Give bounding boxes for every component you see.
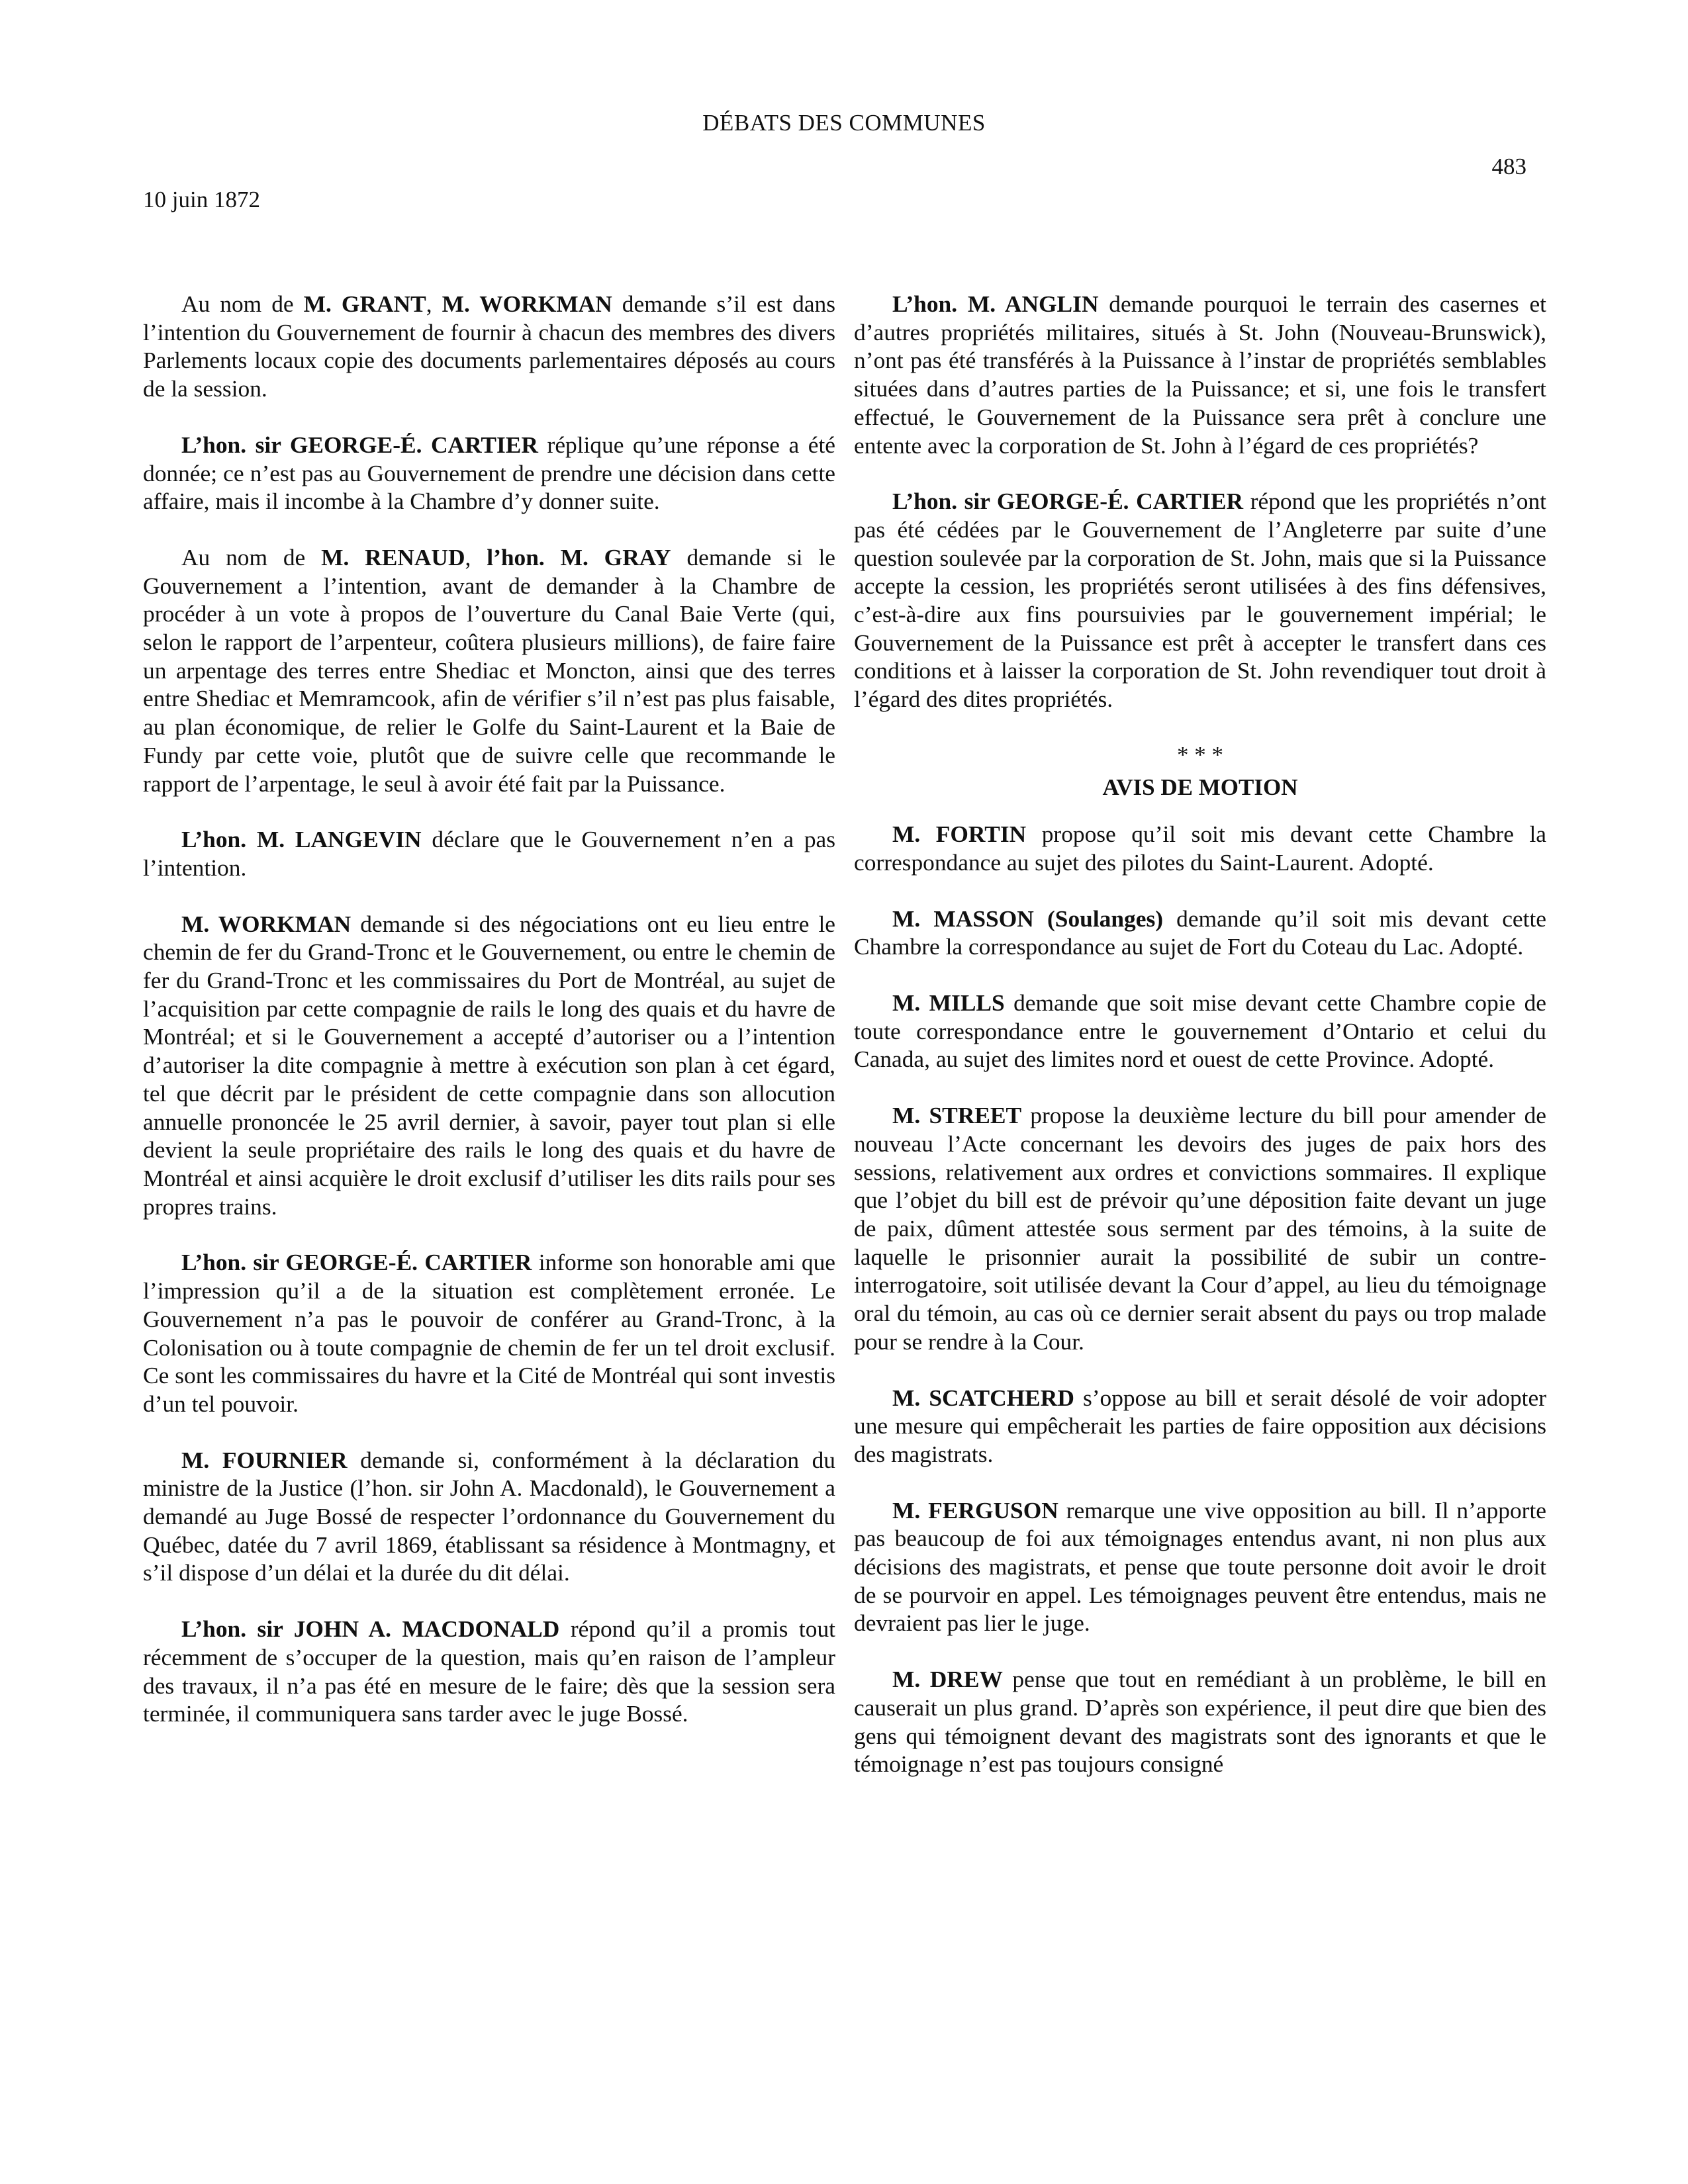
paragraph-text: déclare que le Gouvernement n’en a pas l’intention. (143, 826, 835, 881)
speaker-name: L’hon. M. LANGEVIN (181, 826, 422, 853)
paragraph-text: demande si le Gouvernement a l’intention, avant de demander à la Chambre de procéder à un vote à propos de l’ouverture du Canal Baie Verte (qui, selon le rapport de l’arpenteur, coûtera plusieurs millions), de faire faire un arpentage des terres entre Shediac et Moncton, ainsi que des terres entre Shediac et Memramcook, afin de vérifier s’il n’est pas plus faisable, au plan économique, de relier le Golfe du Saint-Laurent et la Baie de Fundy par cette voie, plutôt que de suivre celle que recommande le rapport de l’arpentage, le seul à avoir été fait par la Puissance. (143, 543, 835, 797)
right-column-bottom (854, 820, 1546, 1778)
speaker-name: M. GRANT (303, 291, 426, 317)
paragraph-text: demande que soit mise devant cette Chambre copie de toute correspondance entre le gouvernement d’Ontario et celui du Canada, au sujet des limites nord et ouest de cette Province. Adopté. (854, 989, 1546, 1073)
speaker-name: M. FOURNIER (181, 1446, 348, 1473)
paragraph-text: réplique qu’une réponse a été donnée; ce n’est pas au Gouvernement de prendre une décision dans cette affaire, mais il incombe à la Chambre d’y donner suite. (143, 431, 836, 515)
paragraph (854, 1101, 1546, 1355)
paragraph-text: , (465, 543, 487, 570)
speaker-name: M. MILLS (892, 989, 1005, 1017)
paragraph-text: demande qu’il soit mis devant cette Chambre la correspondance au sujet de Fort du Coteau du Lac. Adopté. (854, 905, 1546, 960)
section-heading: AVIS DE MOTION (1102, 774, 1298, 800)
paragraph-text: demande pourquoi le terrain des casernes et d’autres propriétés militaires, situés à St. John (Nouveau-Brunswick), n’ont pas été transférés à la Puissance à l’instar de propriétés semblables situées dans d’autres parties de la Puissance; et si, une fois le transfert effectué, le Gouvernement de la Puissance sera prêt à conclure une entente avec la corporation de St. John à l’égard de ces propriétés? (854, 291, 1546, 459)
paragraph-text: propose la deuxième lecture du bill pour amender de nouveau l’Acte concernant les devoirs des juges de paix hors des sessions, relativement aux ordres et convictions sommaires. Il explique que l’objet du bill est de prévoir qu’une déposition faite devant un juge de paix, dûment attestée sous serment par des témoins, à la suite de laquelle le prisonnier aurait la possibilité de subir un contre-interrogatoire, soit utilisée devant la Cour d’appel, au lieu du témoignage oral du témoin, au cas où ce dernier serait absent du pays ou trop malade pour se rendre à la Cour. (854, 1102, 1546, 1355)
speaker-name: L’hon. sir GEORGE-É. CARTIER (892, 488, 1244, 515)
paragraph (143, 290, 835, 403)
speaker-name: M. STREET (892, 1102, 1022, 1129)
page-header: DÉBATS DES COMMUNES (702, 110, 986, 136)
paragraph-text: , (426, 291, 442, 317)
speaker-name: M. DREW (892, 1666, 1003, 1693)
page-number: 483 (1491, 154, 1526, 179)
speaker-name: M. SCATCHERD (892, 1384, 1074, 1411)
section-separator: * * * (1177, 741, 1223, 768)
paragraph (854, 905, 1546, 961)
paragraph-text: demande s’il est dans l’intention du Gouvernement de fournir à chacun des membres des divers Parlements locaux copie des documents parlementaires déposés au cours de la session. (143, 291, 836, 402)
speaker-name: l’hon. M. GRAY (487, 543, 671, 570)
page-date: 10 juin 1872 (143, 187, 260, 212)
paragraph-text: répond qu’il a promis tout récemment de s’occuper de la question, mais qu’en raison de l’ampleur des travaux, il n’a pas été en mesure de le faire; dès que la session sera terminée, il communiquera sans tarder avec le juge Bossé. (143, 1615, 835, 1727)
speaker-name: M. FERGUSON (892, 1496, 1058, 1524)
paragraph-text: demande si, conformément à la déclaration du ministre de la Justice (l’hon. sir John A. Macdonald), le Gouvernement a demandé au Juge Bossé de respecter l’ordonnance du Gouvernement du Québec, datée du 7 avril 1869, établissant sa résidence à Montmagny, et s’il dispose d’un délai et la durée du dit délai. (143, 1446, 835, 1586)
paragraph-text: demande si des négociations ont eu lieu entre le chemin de fer du Grand-Tronc et le Gouvernement, ou entre le chemin de fer du Grand-Tronc et les commissaires du Port de Montréal, au sujet de l’acquisition par cette compagnie de rails le long des quais et du havre de Montréal; et si le Gouvernement a accepté d’autoriser ou a l’intention d’autoriser la dite compagnie à mettre à exécution son plan à cet égard, tel que décrit par le président de cette compagnie dans son allocution annuelle prononcée le 25 avril dernier, à savoir, payer tout plan si elle devient la seule propriétaire des rails le long des quais et du havre de Montréal et ainsi acquière le droit exclusif d’utiliser les dits rails pour ses propres trains. (143, 910, 835, 1220)
paragraph (143, 825, 835, 882)
paragraph-text: Au nom de (181, 543, 322, 570)
speaker-name: M. WORKMAN (442, 291, 612, 317)
paragraph-text: pense que tout en remédiant à un problème, le bill en causerait un plus grand. D’après son expérience, il peut dire que bien des gens qui témoignent devant des magistrats sont des ignorants et que le témoignage n’est pas toujours consigné (854, 1666, 1546, 1778)
paragraph (143, 1446, 835, 1588)
speaker-name: L’hon. sir JOHN A. MACDONALD (181, 1615, 560, 1643)
paragraph (854, 1665, 1546, 1778)
paragraph-text: remarque une vive opposition au bill. Il n’apporte pas beaucoup de foi aux témoignages entendus avant, ni non plus aux décisions des magistrats, et pense que toute personne doit avoir le droit de se pourvoir en appel. Les témoignages peuvent être entendus, mais ne devraient pas lier le juge. (854, 1496, 1546, 1637)
right-column-top (854, 290, 1546, 713)
paragraph (143, 543, 835, 797)
paragraph (854, 487, 1546, 713)
paragraph (854, 290, 1546, 459)
paragraph (854, 1384, 1546, 1469)
paragraph (854, 820, 1546, 876)
speaker-name: M. MASSON (Soulanges) (892, 905, 1164, 932)
paragraph (854, 1496, 1546, 1638)
paragraph (143, 1248, 835, 1418)
paragraph (143, 431, 835, 516)
paragraph-text: s’oppose au bill et serait désolé de voir adopter une mesure qui empêcherait les parties de faire opposition aux décisions des magistrats. (854, 1384, 1547, 1467)
speaker-name: M. WORKMAN (181, 910, 352, 937)
speaker-name: L’hon. sir GEORGE-É. CARTIER (181, 431, 538, 458)
paragraph (143, 910, 835, 1221)
paragraph (143, 1615, 835, 1728)
paragraph-text: propose qu’il soit mis devant cette Chambre la correspondance au sujet des pilotes du Saint-Laurent. Adopté. (854, 821, 1547, 876)
paragraph-text: répond que les propriétés n’ont pas été cédées par le Gouvernement de l’Angleterre par suite d’une question soulevée par la corporation de St. John, mais que si la Puissance accepte la cession, les propriétés seront utilisées à des fins défensives, c’est-à-dire aux fins poursuivies par le gouvernement impérial; le Gouvernement de la Puissance est prêt à accepter le transfert dans ces conditions et à laisser la corporation de St. John revendiquer tout droit à l’égard des dites propriétés. (854, 488, 1547, 713)
paragraph-text: Au nom de (181, 291, 304, 317)
right-column (854, 290, 1546, 1806)
paragraph (854, 989, 1546, 1073)
speaker-name: M. FORTIN (892, 821, 1027, 848)
speaker-name: L’hon. M. ANGLIN (892, 291, 1099, 317)
left-column (143, 290, 835, 1756)
paragraph-text: informe son honorable ami que l’impression qu’il a de la situation est complètement erronée. Le Gouvernement n’a pas le pouvoir de conférer au Grand-Tronc, à la Colonisation ou à toute compagnie de chemin de fer un tel droit exclusif. Ce sont les commissaires du havre et la Cité de Montréal qui sont investis d’un tel pouvoir. (143, 1249, 835, 1417)
speaker-name: M. RENAUD (321, 543, 465, 570)
speaker-name: L’hon. sir GEORGE-É. CARTIER (181, 1249, 532, 1276)
